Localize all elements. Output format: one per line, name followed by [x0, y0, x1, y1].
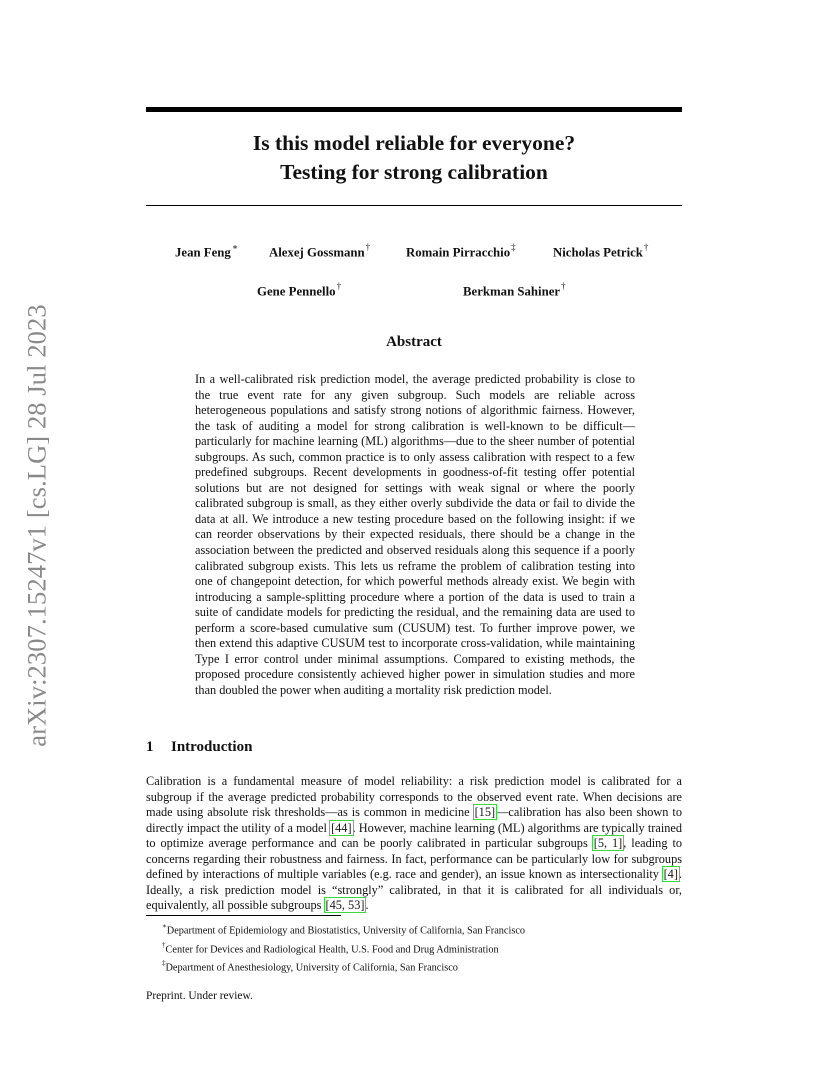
footnote-mark: ∗: [162, 922, 167, 930]
author-name: Nicholas Petrick: [553, 245, 643, 260]
title-top-rule: [146, 107, 682, 112]
author-name: Berkman Sahiner: [463, 284, 561, 299]
author-name: Romain Pirracchio: [406, 245, 511, 260]
author-jean-feng: [175, 243, 238, 260]
preprint-notice: Preprint. Under review.: [146, 990, 253, 1002]
citation-link[interactable]: [44]: [331, 820, 352, 835]
citation-link[interactable]: [5, 1]: [593, 836, 623, 851]
author-gene-pennello: [257, 282, 341, 299]
footnote-separator: [146, 915, 341, 916]
footnote-mark: †: [162, 940, 166, 949]
paper-title: [146, 129, 682, 187]
affiliation-mark: †: [561, 281, 566, 291]
intro-text-segment: . However, machine learning (ML) algorithms are typically trained to optimize average performance and can be poorly calibrated in particular subgroups: [146, 820, 683, 851]
arxiv-identifier-text: arXiv:2307.15247v1 [cs.LG] 28 Jul 2023: [21, 303, 52, 747]
footnote-text: Department of Anesthesiology, University of California, San Francisco: [165, 962, 458, 974]
affiliation-mark: †: [336, 281, 342, 291]
title-bottom-rule: [146, 205, 682, 206]
affiliation-mark: †: [643, 242, 649, 252]
arxiv-identifier-stamp: [20, 295, 54, 755]
author-name: Gene Pennello: [257, 284, 336, 299]
introduction-paragraph: [146, 774, 682, 914]
paper-title-line-1: Is this model reliable for everyone?: [252, 131, 576, 155]
footnote-item: [162, 957, 525, 976]
citation-link[interactable]: [4]: [663, 867, 678, 882]
affiliation-mark: ‡: [511, 242, 516, 252]
paper-title-line-2: Testing for strong calibration: [280, 160, 548, 184]
citation-link[interactable]: [15]: [474, 805, 496, 820]
section-number: 1: [146, 739, 154, 755]
citation-link[interactable]: [45, 53]: [325, 898, 365, 913]
author-romain-pirracchio: [406, 243, 516, 260]
author-nicholas-petrick: [553, 243, 648, 260]
intro-text-segment: .: [365, 898, 369, 913]
author-name: Jean Feng: [175, 245, 231, 260]
footnote-text: Center for Devices and Radiological Health, U.S. Food and Drug Administration: [165, 944, 499, 956]
intro-text-segment: , leading to concerns regarding their robustness and fairness. In fact, performance can be particularly low for subgroups defined by interactions of multiple variables (e.g. race and gender), an issue known as intersectionality: [146, 836, 683, 882]
section-heading-introduction: [146, 739, 252, 756]
intro-text-segment: . Ideally, a risk prediction model is “strongly” calibrated, in that it is calibrated for all individuals or, equivalently, all possible subgroups: [146, 867, 682, 913]
footnote-text: Department of Epidemiology and Biostatistics, University of California, San Francisco: [166, 925, 526, 937]
intro-text-segment: Calibration is a fundamental measure of model reliability: a risk prediction model is calibrated for a subgroup if the average predicted probability corresponds to the observed event rate. When decisions are made using absolute risk thresholds—as is common in medicine: [146, 774, 682, 820]
author-name: Alexej Gossmann: [269, 245, 365, 260]
intro-text-segment: —calibration has also been shown to directly impact the utility of a model: [146, 805, 682, 835]
affiliation-mark: ∗: [231, 242, 238, 252]
author-alexej-gossmann: [269, 243, 370, 260]
footnote-item: [162, 939, 525, 958]
footnote-item: [162, 920, 525, 939]
affiliation-mark: †: [365, 242, 371, 252]
footnotes: [162, 920, 525, 976]
author-berkman-sahiner: [463, 282, 566, 299]
footnote-mark: ‡: [162, 959, 166, 968]
abstract-heading: Abstract: [386, 334, 442, 350]
section-title: Introduction: [171, 739, 253, 755]
abstract-text: In a well-calibrated risk prediction model, the average predicted probability is close to the true event rate for any given subgroup. Such models are reliable across heterogeneous populations and satisfy strong notions of algorithmic fairness. However, the task of auditing a model for strong calibration is well-known to be difficult—particularly for machine learning (ML) algorithms—due to the sheer number of potential subgroups. As such, common practice is to only assess calibration with respect to a few predefined subgroups. Recent developments in goodness-of-fit testing offer potential solutions but are not designed for settings with weak signal or where the poorly calibrated subgroup is small, as they either overly subdivide the data or fail to divide the data at all. We introduce a new testing procedure based on the following insight: if we can reorder observations by their expected residuals, there should be a change in the association between the predicted and observed residuals along this sequence if a poorly calibrated subgroup exists. This lets us reframe the problem of calibration testing into one of changepoint detection, for which powerful methods already exist. We begin with introducing a sample-splitting procedure where a portion of the data is used to train a suite of candidate models for predicting the residual, and the remaining data are used to perform a score-based cumulative sum (CUSUM) test. To further improve power, we then extend this adaptive CUSUM test to incorporate cross-validation, while maintaining Type I error control under minimal assumptions. Compared to existing methods, the proposed procedure consistently achieved higher power in simulation studies and more than doubled the power when auditing a mortality risk prediction model.: [195, 372, 635, 697]
